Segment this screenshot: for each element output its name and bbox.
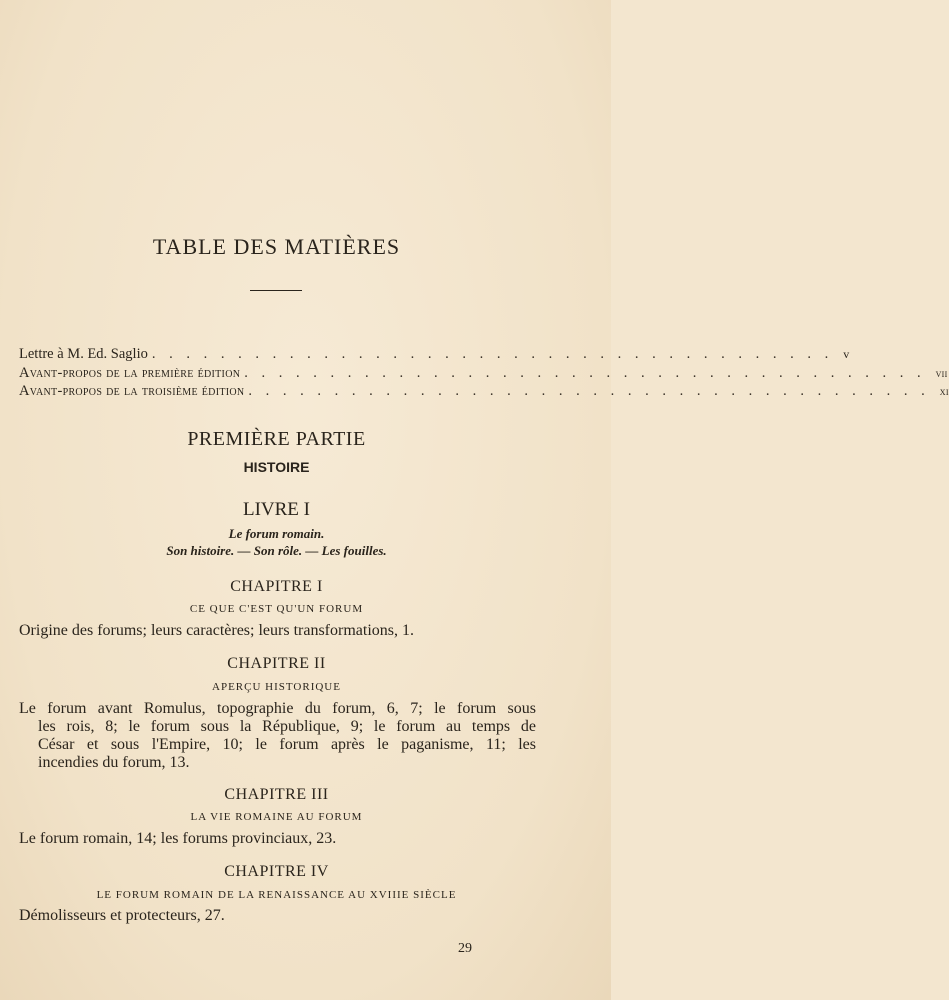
toc-entry-avant-propos-3 — [19, 383, 949, 400]
toc-entry-page: v — [843, 347, 850, 361]
summary-line: Démolisseurs et protecteurs, 27. — [19, 907, 225, 924]
chapter-title: CHAPITRE II — [227, 655, 326, 672]
toc-entry-avant-propos-1 — [19, 365, 948, 382]
summary-line: César et sous l'Empire, 10; le forum après le paganisme, 11; les — [38, 736, 536, 753]
toc-entry-label: Lettre à M. Ed. Saglio — [19, 346, 148, 362]
chapter-summary — [19, 700, 536, 772]
toc-entry-label: Avant-propos de la première édition — [19, 365, 241, 381]
chapter-subtitle: CE QUE C'EST QU'UN FORUM — [189, 603, 364, 615]
toc-entry-label: Avant-propos de la troisième édition — [19, 383, 245, 399]
toc-leader-dots: . . . . . . . . . . . . . . . . . . . . . . . . . . . . . . . . . . . . . . . . — [151, 346, 834, 362]
chapter-title: CHAPITRE IV — [224, 863, 329, 880]
livre-subtitle-2: Son histoire. — Son rôle. — Les fouilles. — [166, 543, 387, 558]
summary-line: les rois, 8; le forum sous la République, 9; le forum au temps de — [38, 718, 536, 735]
toc-leader-dots: . . . . . . . . . . . . . . . . . . . . . . . . . . . . . . . . . . . . . . . . — [244, 365, 926, 381]
title-rule — [250, 290, 302, 291]
part-title: PREMIÈRE PARTIE — [187, 428, 366, 450]
toc-entry-page: xi — [939, 384, 949, 398]
summary-line: incendies du forum, 13. — [38, 754, 190, 771]
chapter-summary — [19, 830, 536, 848]
page-title: TABLE DES MATIÈRES — [152, 234, 401, 259]
chapter-summary — [19, 622, 536, 640]
chapter-title: CHAPITRE III — [224, 786, 329, 803]
summary-line: Le forum avant Romulus, topographie du forum, 6, 7; le forum sous — [19, 700, 536, 717]
chapter-title: CHAPITRE I — [230, 578, 323, 595]
toc-leader-dots: . . . . . . . . . . . . . . . . . . . . . . . . . . . . . . . . . . . . . . . . — [248, 383, 930, 399]
livre-subtitle-1: Le forum romain. — [228, 526, 325, 541]
livre-title: LIVRE I — [242, 499, 310, 520]
chapter-subtitle: LA VIE ROMAINE AU FORUM — [190, 811, 363, 823]
summary-line: Origine des forums; leurs caractères; leurs transformations, 1. — [19, 622, 414, 639]
toc-entry-page: vii — [935, 366, 948, 380]
toc-entry-lettre — [19, 346, 850, 363]
chapter-summary — [19, 907, 536, 925]
chapter-subtitle: LE FORUM ROMAIN DE LA RENAISSANCE AU XVIIIE SIÈCLE — [96, 889, 457, 901]
part-subtitle: HISTOIRE — [243, 459, 310, 475]
summary-line: Le forum romain, 14; les forums provinciaux, 23. — [19, 830, 337, 847]
page-number: 29 — [458, 941, 472, 956]
chapter-subtitle: APERÇU HISTORIQUE — [212, 681, 341, 693]
